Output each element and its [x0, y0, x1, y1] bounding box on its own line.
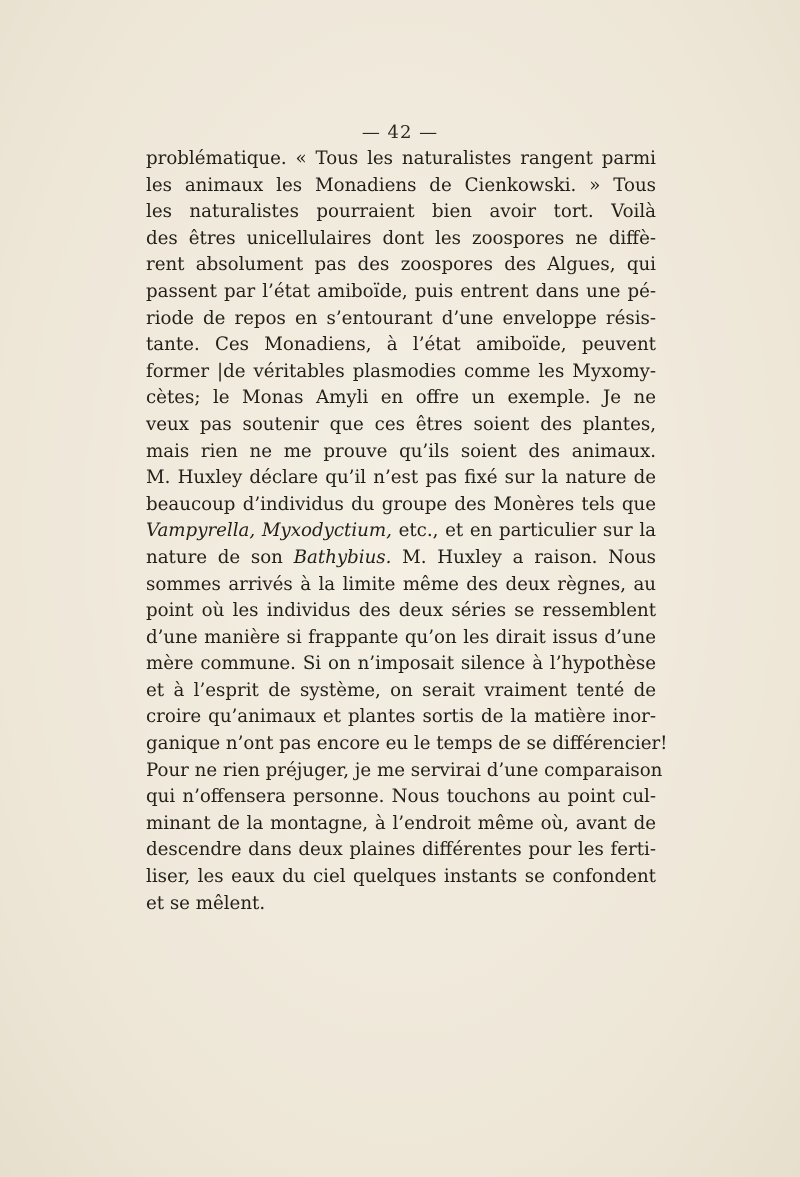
text-line [146, 492, 656, 519]
text-segment: nature de son [146, 546, 294, 568]
text-segment: descendre dans deux plaines différentes pour les ferti- [146, 839, 656, 861]
text-segment: tante. Ces Monadiens, à l’état amiboïde, peuvent [146, 334, 656, 356]
page-number: — 42 — [361, 122, 439, 143]
text-segment: M. Huxley déclare qu’il n’est pas fixé sur la nature de [146, 467, 656, 489]
text-line [146, 758, 663, 785]
text-segment: ganique n’ont pas encore eu le temps de se différencier! [146, 733, 668, 755]
text-segment: cètes; le Monas Amyli en offre un exemple. Je ne [146, 387, 656, 409]
text-segment: minant de la montagne, à l’endroit même où, avant de [146, 812, 656, 834]
text-line [146, 385, 656, 412]
text-line [146, 598, 656, 625]
text-segment: M. Huxley a raison. Nous [391, 546, 656, 568]
text-line [146, 439, 656, 466]
text-line [146, 359, 656, 386]
text-segment: mais rien ne me prouve qu’ils soient des animaux. [146, 440, 656, 462]
text-segment: former |de véritables plasmodies comme les Myxomy- [146, 360, 656, 382]
text-line [146, 572, 656, 599]
text-segment: mère commune. Si on n’imposait silence à l’hypothèse [146, 653, 656, 675]
text-line [146, 412, 656, 439]
text-line [146, 545, 656, 572]
text-line [146, 199, 656, 226]
text-line [146, 625, 656, 652]
text-line [146, 891, 656, 918]
text-line [146, 731, 668, 758]
text-line [146, 465, 656, 492]
text-segment: rent absolument pas des zoospores des Algues, qui [146, 254, 656, 276]
text-line [146, 811, 656, 838]
italic-text-segment: Vampyrella, Myxodyctium, [146, 520, 392, 542]
text-line [146, 837, 656, 864]
text-line [146, 704, 656, 731]
text-segment: croire qu’animaux et plantes sortis de la matière inor- [146, 706, 656, 728]
text-segment: riode de repos en s’entourant d’une enveloppe résis- [146, 307, 656, 329]
text-segment: les naturalistes pourraient bien avoir tort. Voilà [146, 201, 656, 223]
text-line [146, 146, 656, 173]
text-segment: etc., et en particulier sur la [391, 520, 656, 542]
text-segment: veux pas soutenir que ces êtres soient des plantes, [146, 413, 656, 435]
text-segment: point où les individus des deux séries se ressemblent [146, 600, 656, 622]
text-segment: Pour ne rien préjuger, je me servirai d’une comparaison [146, 759, 663, 781]
text-line [146, 226, 656, 253]
text-line [146, 252, 656, 279]
text-segment: passent par l’état amiboïde, puis entrent dans une pé- [146, 280, 656, 302]
text-line [146, 784, 656, 811]
text-segment: liser, les eaux du ciel quelques instants se confondent [146, 866, 656, 888]
text-line [146, 306, 656, 333]
text-segment: problématique. « Tous les naturalistes rangent parmi [146, 148, 656, 169]
text-segment: qui n’offensera personne. Nous touchons au point cul- [146, 786, 656, 808]
text-segment: sommes arrivés à la limite même des deux règnes, au [146, 573, 656, 595]
body-text [146, 146, 668, 917]
text-line [146, 518, 656, 545]
text-segment: les animaux les Monadiens de Cienkowski. » Tous [146, 174, 656, 196]
text-line [146, 332, 656, 359]
text-segment: beaucoup d’individus du groupe des Monères tels que [146, 493, 656, 515]
text-line [146, 173, 656, 200]
text-line [146, 678, 656, 705]
text-line [146, 864, 656, 891]
text-segment: et se mêlent. [146, 892, 266, 914]
text-line [146, 279, 656, 306]
text-line [146, 651, 656, 678]
text-segment: des êtres unicellulaires dont les zoospores ne diffè- [146, 227, 656, 249]
italic-text-segment: Bathybius. [293, 546, 392, 568]
text-segment: d’une manière si frappante qu’on les dirait issus d’une [146, 626, 656, 648]
text-segment: et à l’esprit de système, on serait vraiment tenté de [146, 679, 656, 701]
